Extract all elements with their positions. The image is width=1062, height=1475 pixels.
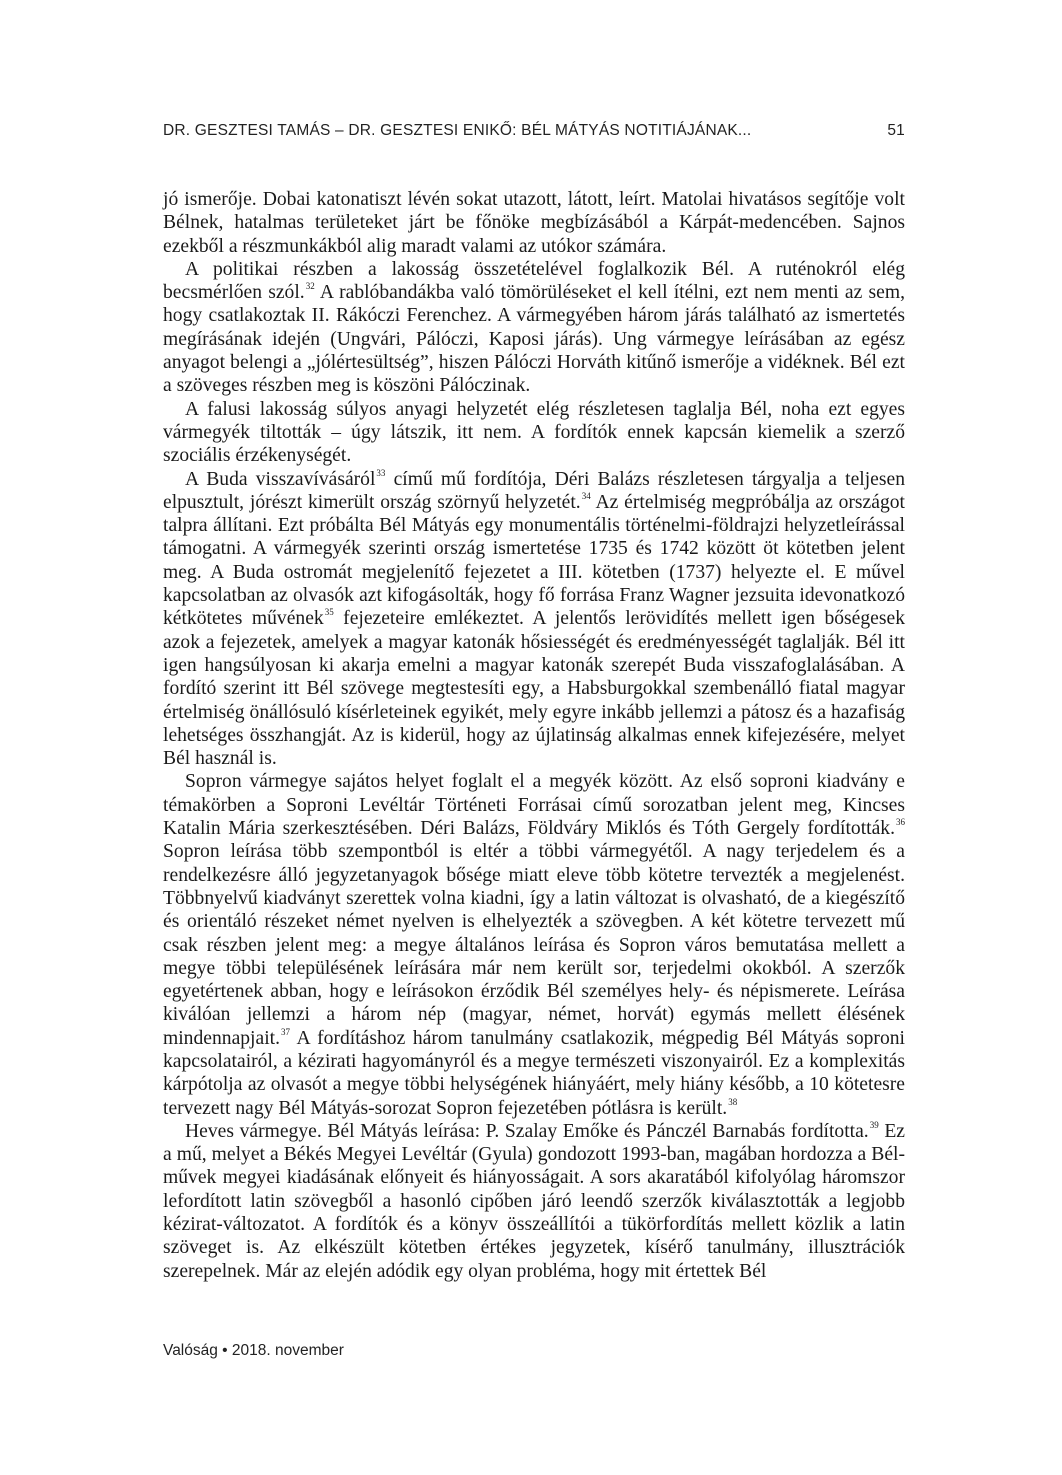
paragraph-text: Az értelmiség megpróbálja az országot talpra állítani. Ezt próbálta Bél Mátyás egy monumentális történelmi-földrajzi helyzetleírással támogatni. A vármegyék szerinti ország ismertetése 1735 és 1742 között öt kötetben jelent meg. A Buda ostromát megjelenítő fejezetet a III. kötetben (1737) helyezte el. E művel kapcsolatban az olvasók azt kifogásolták, hogy fő forrása Franz Wagner jezsuita idevonatkozó kétkötetes művének — [163, 491, 905, 630]
running-header — [163, 122, 905, 144]
running-title: DR. GESZTESI TAMÁS – DR. GESZTESI ENIKŐ: BÉL MÁTYÁS NOTITIÁJÁNAK... — [163, 122, 752, 139]
body-paragraph — [163, 1120, 905, 1283]
paragraph-text: A politikai részben a lakosság összetételével foglalkozik Bél. A ruténokról elég becsmérlően szól. — [163, 258, 905, 304]
footnote-marker[interactable]: 39 — [869, 1119, 879, 1130]
body-paragraph — [163, 770, 905, 1119]
paragraph-text: Heves vármegye. Bél Mátyás leírása: P. Szalay Emőke és Pánczél Barnabás fordította. — [185, 1120, 869, 1142]
article-body — [163, 188, 905, 1283]
body-paragraph — [163, 398, 905, 468]
paragraph-text: Sopron leírása több szempontból is eltér a többi vármegyétől. A nagy terjedelem és a rendelkezésre álló jegyzetanyagok bősége miatt eleve több kötetre tervezték a megjelenést. Többnyelvű kiadványt szerettek volna kiadni, így a latin változat is olvasható, de a kiegészítő és orientáló részeket német nyelven is elhelyezték a szövegben. A két kötetre tervezett mű csak részben jelent meg: a megye általános leírása és Sopron város bemutatása mellett a megye többi településének leírására már nem került sor, terjedelmi okokból. A szerzők egyetértenek abban, hogy e leírásokon érződik Bél személyes hely- és népismerete. Leírása kiválóan jellemzi a három nép (magyar, német, horvát) egymás mellett élésének mindennapjait. — [163, 841, 905, 1049]
page-footer: Valóság • 2018. november — [163, 1342, 344, 1359]
paragraph-text: Ez a mű, melyet a Békés Megyei Levéltár (Gyula) gondozott 1993-ban, magában hordozza a Bél-művek megyei kiadásának előnyeit és hiányosságait. A sors akaratából kifolyólag háromszor lefordított latin szövegből a hasonló cipőben járó leendő szerzők kiválasztották a legjobb kézirat-változatot. A fordítók és a könyv összeállítói a tükörfordítás mellett közlik a latin szöveget is. Az elkészült kötetben értékes jegyzetek, kísérő tanulmány, illusztrációk szerepelnek. Már az elején adódik egy olyan probléma, hogy mit értettek Bél — [163, 1120, 905, 1282]
paragraph-text: Sopron vármegye sajátos helyet foglalt el a megyék között. Az első soproni kiadvány e témakörben a Soproni Levéltár Történeti Forrásai című sorozatban jelent meg, Kincses Katalin Mária szerkesztésében. Déri Balázs, Földváry Miklós és Tóth Gergely fordították. — [163, 771, 905, 840]
footnote-marker[interactable]: 32 — [305, 281, 315, 292]
paragraph-text: A Buda visszavívásáról — [185, 468, 376, 490]
paragraph-text: című mű fordítója, Déri Balázs részletesen tárgyalja a teljesen elpusztult, jórészt kimerült ország szörnyű helyzetét. — [163, 468, 905, 513]
paragraph-text: A fordításhoz három tanulmány csatlakozik, mégpedig Bél Mátyás soproni kapcsolatairól, a kézirati hagyományról és a megye természeti viszonyairól. Ez a komplexitás kárpótolja az olvasót a megye többi helységének hiányáért, mely hiány később, a 10 kötetesre tervezett nagy Bél Mátyás-sorozat Sopron fejezetében pótlásra is került. — [163, 1027, 905, 1119]
body-paragraph — [163, 258, 905, 398]
paragraph-text: A rablóbandákba való tömörüléseket el kell ítélni, ezt nem menti az sem, hogy csatlakoztak II. Rákóczi Ferenchez. A vármegyében három járás található az ismertetés megírásának idején (Ungvári, Pálóczi, Kaposi járás). Ung vármegye leírásában az egész anyagot belengi a „jólértesültség”, hiszen Pálóczi Horváth kitűnő ismerője a vidéknek. Bél ezt a szöveges részben meg is köszöni Pálóczinak. — [163, 282, 905, 397]
footnote-marker[interactable]: 36 — [896, 817, 905, 828]
footnote-marker[interactable]: 33 — [376, 467, 386, 478]
footnote-marker[interactable]: 37 — [281, 1026, 290, 1037]
body-paragraph — [163, 188, 905, 258]
footnote-marker[interactable]: 35 — [324, 607, 334, 618]
paragraph-text: jó ismerője. Dobai katonatiszt lévén sokat utazott, látott, leírt. Matolai hivatásos segítője volt Bélnek, hatalmas területeket járt be főnöke megbízásából a Kárpát-medencében. Sajnos ezekből a részmunkákból alig maradt valami az utókor számára. — [163, 189, 905, 257]
body-paragraph — [163, 468, 905, 771]
page-number: 51 — [887, 122, 905, 139]
footnote-marker[interactable]: 34 — [581, 490, 591, 501]
footnote-marker[interactable]: 38 — [728, 1096, 738, 1107]
paragraph-text: fejezeteire emlékeztet. A jelentős lerövidítés mellett igen bőségesek azok a fejezetek, amelyek a magyar katonák hősiességét és eredményességét taglalják. Bél itt igen hangsúlyosan ki akarja emelni a magyar katonák szerepét Buda visszafoglalásában. A fordító szerint itt Bél szövege megtestesíti egy, a Habsburgokkal szembenálló fiatal magyar értelmiség önállósuló kísérleteinek egyikét, mely egyre inkább jellemzi a pátosz és a hazafiság lehetséges összhangját. Az is kiderül, hogy az újlatinság alkalmas ennek kifejezésére, melyet Bél használ is. — [163, 608, 905, 770]
paragraph-text: A falusi lakosság súlyos anyagi helyzetét elég részletesen taglalja Bél, noha ezt egyes vármegyék tiltották – úgy látszik, itt nem. A fordítók ennek kapcsán kiemelik a szerző szociális érzékenységét. — [163, 398, 905, 467]
